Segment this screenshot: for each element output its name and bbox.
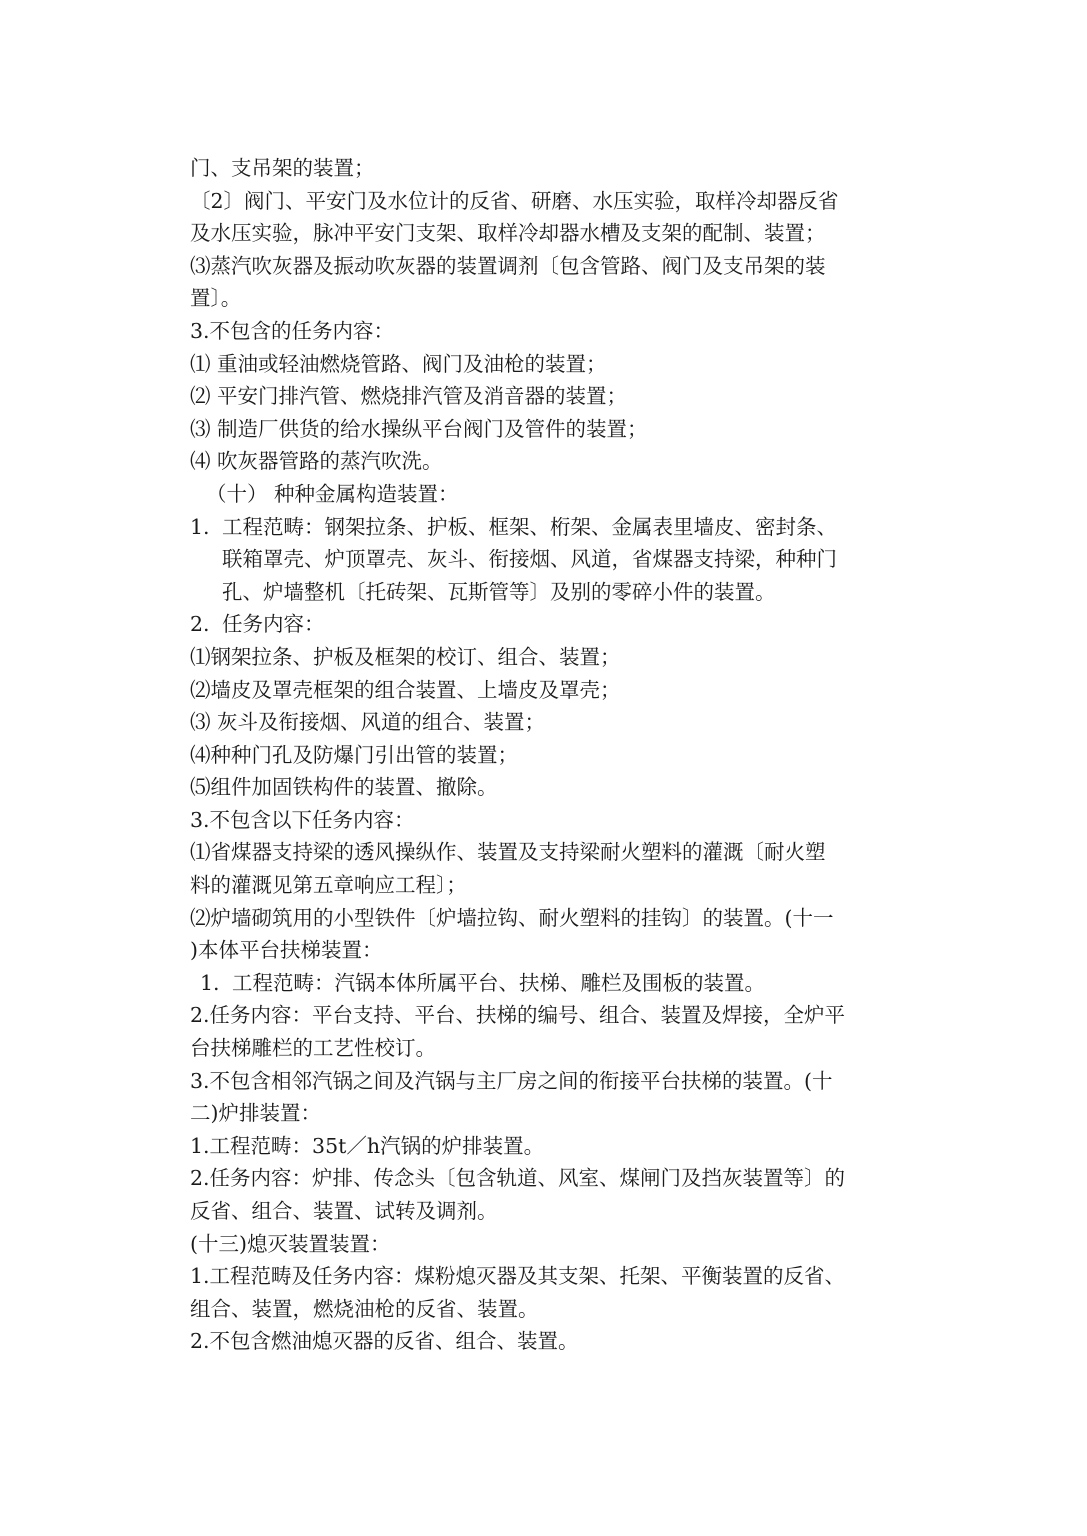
text-line: 2.任务内容：炉排、传念头〔包含轨道、风室、煤闸门及挡灰装置等〕的 bbox=[190, 1166, 846, 1191]
list-item: ⑴省煤器支持梁的透风操纵作、装置及支持梁耐火塑料的灌溉〔耐火塑 bbox=[190, 840, 826, 865]
text-line: 台扶梯雕栏的工艺性校订。 bbox=[190, 1036, 436, 1061]
list-item: ⑵墙皮及罩壳框架的组合装置、上墙皮及罩壳； bbox=[190, 677, 621, 702]
section-heading: (十三)熄灭装置装置： bbox=[190, 1231, 391, 1256]
list-item: ⑵炉墙砌筑用的小型铁件〔炉墙拉钩、耐火塑料的挂钩〕的装置。(十一 bbox=[190, 905, 834, 930]
text-line: 料的灌溉见第五章响应工程〕； bbox=[190, 873, 467, 898]
item-text: 工程范畴：汽锅本体所属平台、扶梯、雕栏及围板的装置。 bbox=[232, 970, 765, 995]
text-line: 反省、组合、装置、试转及调剂。 bbox=[190, 1199, 498, 1223]
text-line: 门、支吊架的装置； bbox=[190, 156, 375, 180]
text-line: 〔2〕阀门、平安门及水位计的反省、研磨、水压实验，取样冷却器反省 bbox=[190, 188, 839, 213]
text-line: 2.不包含燃油熄灭器的反省、组合、装置。 bbox=[190, 1329, 579, 1354]
text-line: 2.任务内容：平台支持、平台、扶梯的编号、组合、装置及焊接，全炉平 bbox=[190, 1003, 846, 1028]
list-item: ⑵ 平安门排汽管、燃烧排汽管及消音器的装置； bbox=[190, 384, 628, 409]
text-line: 置〕。 bbox=[190, 286, 242, 311]
text-line: 1.工程范畴及任务内容：煤粉熄灭器及其支架、托架、平衡装置的反省、 bbox=[190, 1264, 846, 1289]
section-heading: 3.不包含的任务内容： bbox=[190, 318, 395, 343]
text-line: 联箱罩壳、炉顶罩壳、灰斗、衔接烟、风道，省煤器支持梁，种种门 bbox=[222, 547, 837, 572]
text-line: 孔、炉墙整机〔托砖架、瓦斯管等〕及别的零碎小件的装置。 bbox=[222, 579, 776, 604]
list-item: ⑶ 灰斗及衔接烟、风道的组合、装置； bbox=[190, 710, 546, 735]
section-title: （十） 种种金属构造装置： bbox=[206, 481, 459, 506]
item-number: 2. bbox=[190, 612, 210, 637]
numbered-item bbox=[190, 608, 900, 641]
numbered-item bbox=[190, 967, 900, 1000]
text-line: 1.工程范畴：35t／h汽锅的炉排装置。 bbox=[190, 1133, 545, 1158]
text-line: 组合、装置，燃烧油枪的反省、装置。 bbox=[190, 1296, 539, 1321]
text-line: 及水压实验，脉冲平安门支架、取样冷却器水槽及支架的配制、装置； bbox=[190, 221, 826, 246]
item-number: 1. bbox=[200, 970, 220, 995]
item-text: 工程范畴：钢架拉条、护板、框架、桁架、金属表里墙皮、密封条、 bbox=[222, 514, 837, 539]
text-line: ⑶蒸汽吹灰器及振动吹灰器的装置调剂〔包含管路、阀门及支吊架的装 bbox=[190, 253, 826, 278]
list-item: ⑷ 吹灰器管路的蒸汽吹洗。 bbox=[190, 449, 443, 474]
item-text: 任务内容： bbox=[222, 612, 325, 637]
list-item: ⑴钢架拉条、护板及框架的校订、组合、装置； bbox=[190, 644, 621, 669]
list-item: ⑸组件加固铁构件的装置、撤除。 bbox=[190, 775, 498, 800]
text-line: 二)炉排装置： bbox=[190, 1101, 321, 1126]
text-line: 3.不包含相邻汽锅之间及汽锅与主厂房之间的衔接平台扶梯的装置。(十 bbox=[190, 1068, 833, 1093]
document-body bbox=[190, 152, 900, 1358]
text-line: )本体平台扶梯装置： bbox=[190, 938, 383, 963]
item-number: 1. bbox=[190, 514, 210, 539]
section-heading: 3.不包含以下任务内容： bbox=[190, 807, 415, 832]
list-item: ⑷种种门孔及防爆门引出管的装置； bbox=[190, 742, 518, 767]
numbered-item bbox=[190, 511, 900, 544]
list-item: ⑴ 重油或轻油燃烧管路、阀门及油枪的装置； bbox=[190, 351, 607, 376]
list-item: ⑶ 制造厂供货的给水操纵平台阀门及管件的装置； bbox=[190, 416, 648, 441]
